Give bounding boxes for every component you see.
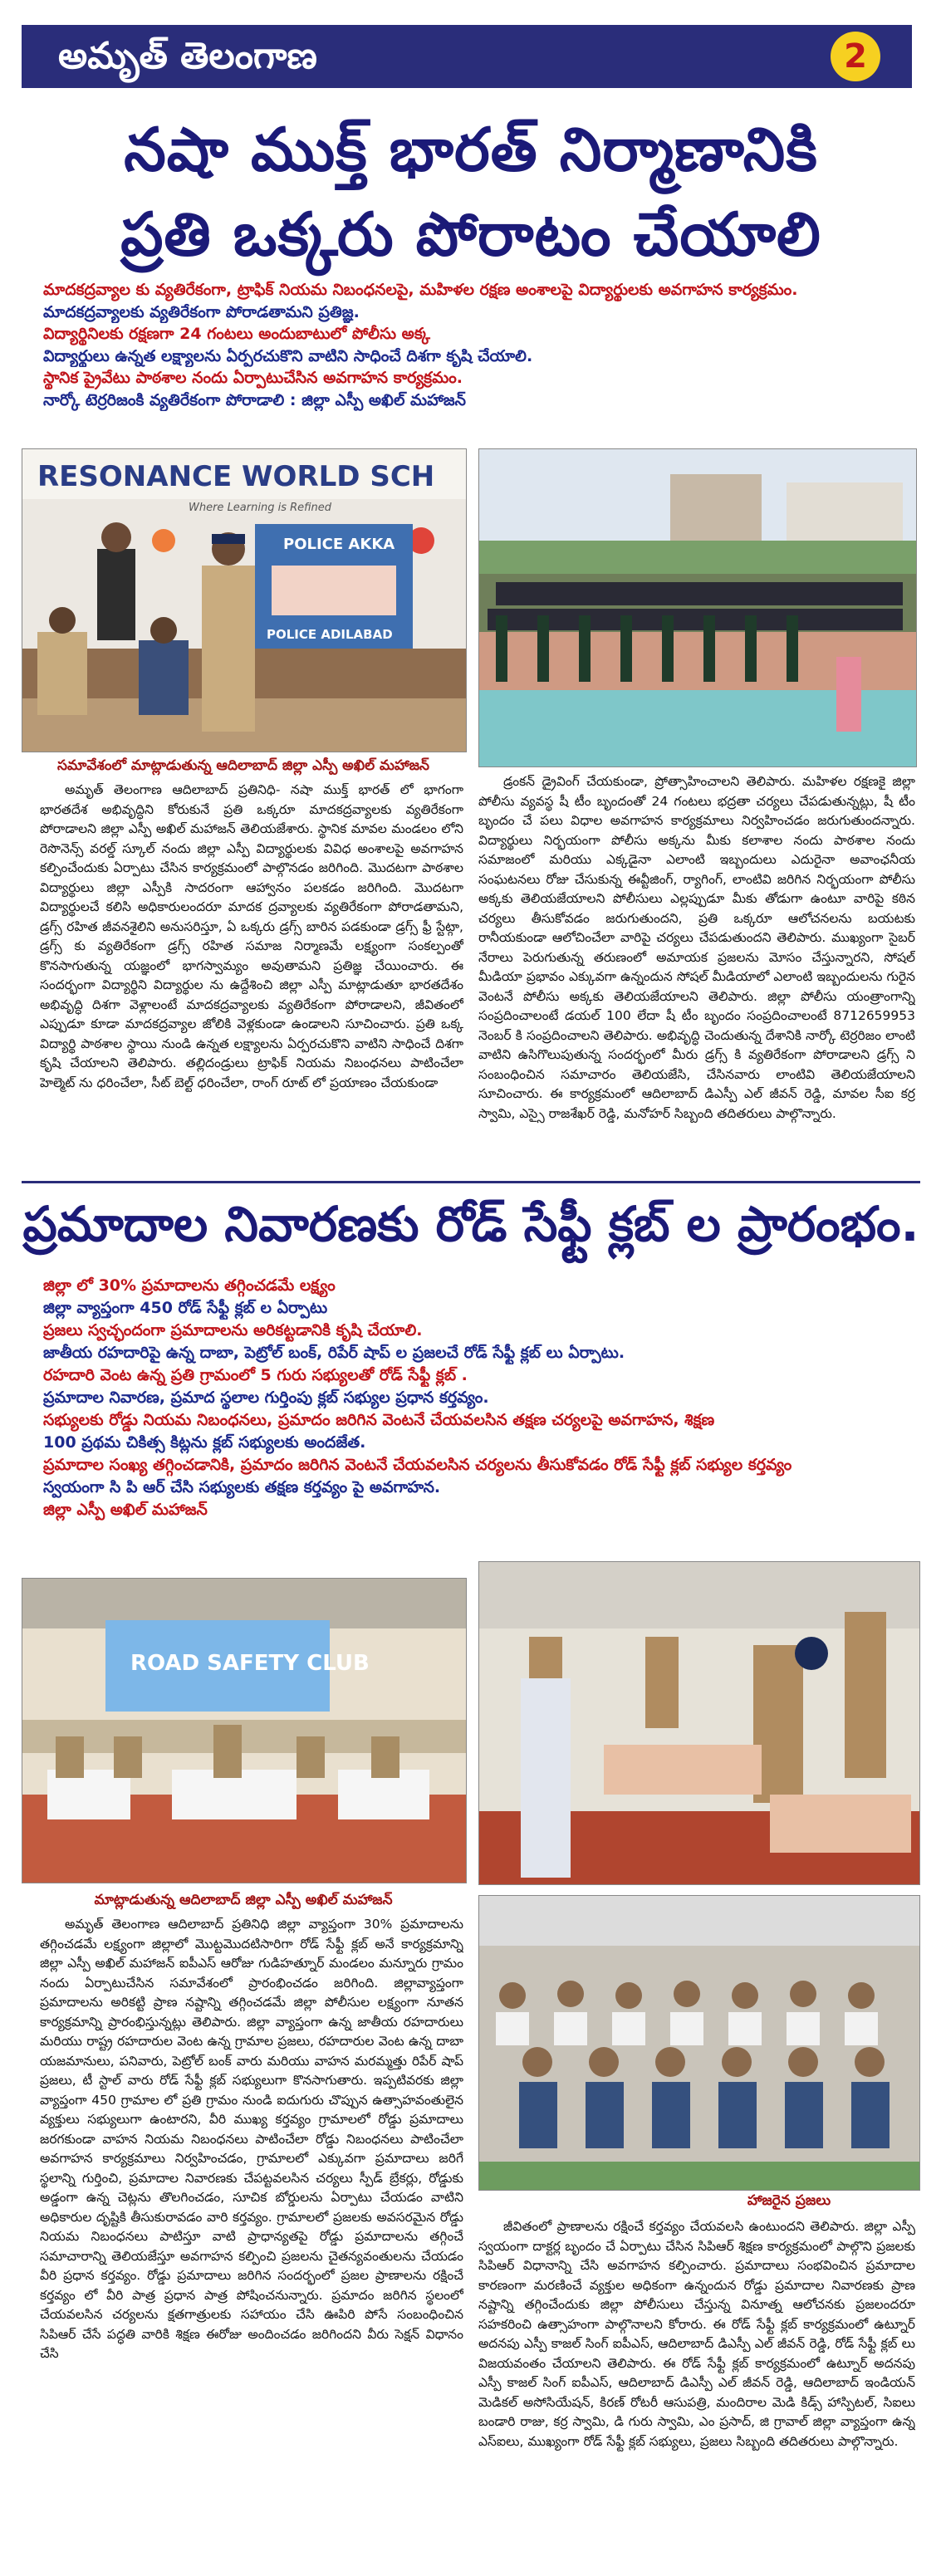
story2-audience-caption: హాజరైన ప్రజలు — [747, 2192, 831, 2209]
photo-cpr-illustration — [479, 1562, 919, 1884]
story2-highlight: ప్రజలు స్వచ్ఛందంగా ప్రమాదాలను అరికట్టడానికి కృషి చేయాలి. — [43, 1321, 423, 1339]
story1-highlight: మాదకద్రవ్యాలకు వ్యతిరేకంగా పోరాడతామని ప్రతిజ్ఞ. — [43, 302, 360, 321]
story2-highlight: సభ్యులకు రోడ్డు నియమ నిబంధనలు, ప్రమాదం జరిగిన వెంటనే చేయవలసిన తక్షణ చర్యలపై అవగాహన, శిక్షణ — [43, 1411, 715, 1429]
story2-photo-caption: మాట్లాడుతున్న ఆదిలాబాద్ జిల్లా ఎస్పీ అఖిల్ మహాజన్ — [94, 1892, 393, 1908]
photo-sp-speaking-illustration — [22, 449, 466, 752]
story1-headline-line1: నషా ముక్త్ భారత్ నిర్మాణానికి — [124, 115, 818, 184]
story-separator — [22, 1181, 920, 1183]
story2-highlight: రహదారి వెంట ఉన్న ప్రతి గ్రామంలో 5 గురు సభ్యులతో రోడ్ సేఫ్టీ క్లబ్ . — [43, 1366, 468, 1384]
masthead — [22, 25, 912, 88]
story1-highlight: విద్యార్థులు ఉన్నత లక్ష్యాలను ఏర్పరచుకొని వాటిని సాధించే దిశగా కృషి చేయాలి. — [43, 346, 533, 365]
story2-highlight: 100 ప్రథమ చికిత్స కిట్లను క్లబ్ సభ్యులకు అందజేత. — [43, 1433, 366, 1452]
photo-road-safety-club-stage — [22, 1578, 467, 1883]
story1-body-paragraph: డ్రంకన్ డ్రైవింగ్ చేయకుండా, ప్రోత్సాహించాలని తెలిపారు. మహిళల రక్షణకై జిల్లా పోలీసు వ్యవస్థ షీ టీం బృందంతో 24 గంటలు భద్రతా చర్యలు చేపడుతున్నట్లు, షీ టీం బృందం చే పలు విధాల అవగాహన కార్యక్రమాలు నిర్వహించడం జరుగుతుందన్నారు. విద్యార్థులు నిర్భయంగా పోలీసు అక్కను మీకు కలాశాల నందు పాఠశాల నందు సమాజంలో మరియు ఎక్కడైనా ఎలాంటి ఇబ్బందులు ఎదురైనా అవాంఛనీయ సంఘటనలు రోజు చేసుకున్న ఈవ్టీజింగ్, ర్యాగింగ్, లాంటివి జరిగిన నిర్భయంగా పోలీసు అక్కకు తెలియజేయాలని పోలీసులు ఎల్లప్పుడూ మీకు తోడుగా ఉంటూ వారిపై కఠిన చర్యలు తీసుకోవడం జరుగుతుందని, ప్రతి ఒక్కరూ ఆలోచనలను బయటకు రానీయకుండా ఆలోచించేలా వారిపై చర్యలు చేపడుతుందని తెలిపారు. ముఖ్యంగా సైబర్ నేరాలు పెరుగుతున్న తరుణంలో అమాయక ప్రజలను మోసం చేస్తున్నారని, సోషల్ మీడియా ప్రభావం ఎక్కువగా ఉన్నందున సోషల్ మీడియాలో ఎలాంటి ఇబ్బందులను గురైన వెంటనే పోలీసు అక్కకు తెలియజేయాలని తెలిపారు. జిల్లా పోలీసు యంత్రాంగాన్ని సంప్రదించాలంటే డయల్ 100 లేదా షీ టీం బృందం సంప్రదించాలంటే 8712659953 నెంబర్ కి సంప్రదించాలని తెలిపారు. అభివృద్ధి చెందుతున్న దేశానికి నార్కో టెర్రరిజం లాంటి వాటిని ఉసిగొలుపుతున్న సందర్భంలో మీరు డ్రగ్స్ కి వ్యతిరేకంగా పోరాడాలని డ్రగ్స్ ని సంబంధించిన సమాచారం తెలియజేసి, చేసినవారు లాంటివి తెలియజేయాలని సూచించారు. ఈ కార్యక్రమంలో ఆదిలాబాద్ డిఎస్పీ ఎల్ జీవన్ రెడ్డి, మావల సీఐ కర్ర స్వామి, ఎస్సై రాజశేఖర్ రెడ్డి, మనోహర్ సిబ్బంది తదితరులు పాల్గొన్నారు. — [478, 774, 915, 1121]
story2-highlight: జిల్లా లో 30% ప్రమాదాలను తగ్గించడమే లక్ష్యం — [43, 1276, 336, 1295]
board-police-akka: POLICE AKKA — [283, 536, 395, 553]
story1-photo-caption: సమావేశంలో మాట్లాడుతున్న ఆదిలాబాద్ జిల్లా ఎస్పీ అఖిల్ మహాజన్ — [57, 757, 429, 774]
story2-highlights — [43, 1275, 907, 1521]
photo-stage-illustration — [22, 1579, 466, 1883]
photo-students-pledge-illustration — [479, 449, 916, 766]
story1-highlight: స్థానిక ప్రైవేటు పాఠశాల నందు ఏర్పాటుచేసిన అవగాహన కార్యక్రమం. — [43, 369, 463, 387]
photo-audience — [478, 1895, 920, 2191]
story1-body-paragraph: అమృత్ తెలంగాణ ఆదిలాబాద్ ప్రతినిధి- నషా ముక్త్ భారత్ లో భాగంగా భారతదేశ అభివృద్ధిని కోరుకునే ప్రతి ఒక్కరూ మాదకద్రవ్యాలకు వ్యతిరేకంగా పోరాడాలని జిల్లా ఎస్పీ అఖిల్ మహాజన్ తెలియజేశారు. స్థానిక మావల మండలం లోని రెసొనెన్స్ వరల్డ్ స్కూల్ నందు జిల్లా ఎస్పీ విద్యార్థులకు వివిధ అంశాలపై అవగాహన కల్పించేందుకు ఏర్పాటు చేసిన కార్యక్రమంలో పాల్గొనడం జరిగింది. మొదటగా పాఠశాల విద్యార్థులు జిల్లా ఎస్పీకి సాదరంగా ఆహ్వానం పలకడం జరిగింది. మొదటగా విద్యార్థులచే కలిసి అధికారులందరూ మాదక ద్రవ్యాలకు వ్యతిరేకంగా పోరాడతామని, డ్రగ్స్ రహిత జీవనశైలిని అనుసరిస్తూ, ఏ ఒక్కరు డ్రగ్స్ బారిన పడకుండా డ్రగ్స్ ఫ్రీ స్టేట్గా, డ్రగ్స్ కు వ్యతిరేకంగా డ్రగ్స్ రహిత సమాజ నిర్మాణమే లక్ష్యంగా సంకల్పంతో కొనసాగుతున్న యజ్ఞంలో భాగస్వామ్యం అవుతామని ప్రతిజ్ఞ చేయించారు. ఈ సందర్భంగా విద్యార్థిని విద్యార్థుల ను ఉద్దేశించి జిల్లా ఎస్పీ మాట్లాడుతూ భారతదేశం అభివృద్ధి దిశగా వెళ్లాలంటే మాదకద్రవ్యాలకు వ్యతిరేకంగా పోరాడాలని, జీవితంలో ఎప్పుడూ కూడా మాదకద్రవ్యాల జోలికి వెళ్లకుండా ఉండాలని సూచించారు. ప్రతి ఒక్క విద్యార్థి పాఠశాల స్థాయి నుండి ఉన్నత లక్ష్యాలను ఏర్పరచుకొని వాటిని సాధించే దిశగా కృషి చేయాలని తెలిపారు. తల్లిదండ్రులు ట్రాఫిక్ నియమ నిబంధనలు పాటించేలా హెల్మెట్ ను ధరించేలా, సీట్ బెల్ట్ ధరించేలా, రాంగ్ రూట్ లో ప్రయాణం చేయకుండా — [40, 782, 463, 1090]
story2-highlight: జాతీయ రహదారిపై ఉన్న దాబా, పెట్రోల్ బంక్, రిపేర్ షాప్ ల ప్రజలచే రోడ్ సేఫ్టీ క్లబ్ లు ఏర్పాటు. — [43, 1344, 625, 1362]
story2-highlight: స్వయంగా సి పి ఆర్ చేసి సభ్యులకు తక్షణ కర్తవ్యం పై అవగాహన. — [43, 1478, 441, 1496]
story2-highlight: జిల్లా వ్యాప్తంగా 450 రోడ్ సేఫ్టీ క్లబ్ ల ఏర్పాటు — [43, 1299, 328, 1317]
photo-cpr-demonstration — [478, 1561, 920, 1885]
story2-highlight: ప్రమాదాల నివారణ, ప్రమాద స్థలాల గుర్తింపు క్లబ్ సభ్యుల ప్రధాన కర్తవ్యం. — [43, 1388, 489, 1407]
story1-body-right-column — [478, 772, 915, 1171]
story2-body-right-column — [478, 2217, 915, 2566]
story1-highlights — [43, 279, 907, 411]
story1-highlight: నార్కో టెర్రరిజంకి వ్యతిరేకంగా పోరాడాలి : జిల్లా ఎస్పీ అఖిల్ మహాజన్ — [43, 390, 466, 409]
photo-audience-illustration — [479, 1896, 919, 2190]
school-banner-text: RESONANCE WORLD SCH — [37, 460, 435, 493]
story1-highlight: విద్యార్థినిలకు రక్షణగా 24 గంటలు అందుబాటులో పోలీసు అక్క — [43, 325, 430, 343]
story2-body-paragraph: అమృత్ తెలంగాణ ఆదిలాబాద్ ప్రతినిధి జిల్లా వ్యాప్తంగా 30% ప్రమాదాలను తగ్గించడమే లక్ష్యంగా జిల్లాలో మొట్టమొదటిసారిగా రోడ్ సేఫ్టీ క్లబ్ అనే కార్యక్రమాన్ని జిల్లా ఎస్పీ అఖిల్ మహాజన్ ఐపీఎస్ ఆరోజు గుడిహత్నూర్ మండలం మన్నూరు గ్రామం నందు ఏర్పాటుచేసిన సమావేశంలో ప్రారంభించడం జరిగింది. జిల్లావ్యాప్తంగా ప్రమాదాలను అరికట్టి ప్రాణ నష్టాన్ని తగ్గించడమే జిల్లా పోలీసుల లక్ష్యంగా నూతన కార్యక్రమాన్ని ప్రారంభిస్తున్నట్లు తెలిపారు. జిల్లా వ్యాప్తంగా ఉన్న జాతీయ రహదారులు మరియు రాష్ట్ర రహదారుల వెంట ఉన్న గ్రామాల ప్రజలు, రహదారుల వెంట ఉన్న దాబా యజమానులు, పనివారు, పెట్రోల్ బంక్ వారు మరియు వాహన మరమ్మత్తు రిపేర్ షాప్ ప్రజలు, టీ స్టాల్ వారు రోడ్ సేఫ్టీ క్లబ్ సభ్యులుగా కొనసాగుతారు. ఇప్పటివరకు జిల్లా వ్యాప్తంగా 450 గ్రామాల లో ప్రతి గ్రామం నుండి ఐదుగురు చొప్పున ఉత్సాహవంతులైన వ్యక్తులు సభ్యులుగా ఉంటారని, వీరి ముఖ్య కర్తవ్యం గ్రామాలలో రోడ్డు ప్రమాదాలు జరగకుండా వాహన నియమ నిబంధనలు పాటించేలా రోడ్డు నిబంధనలు పాటించేలా అవగాహన కార్యక్రమాలు నిర్వహించడం, గ్రామాలలో ఎక్కువగా ప్రమాదాలు జరిగే స్థలాన్ని గుర్తించి, ప్రమాదాల నివారణకు చేపట్టవలసిన చర్యలు స్పీడ్ బ్రేకర్లు, రోడ్డుకు అడ్డంగా ఉన్న చెట్లను తొలగించడం, సూచిక బోర్డులను ఏర్పాటు చేయడం వాటిని అధికారుల దృష్టికి తీసుకురావడం వారి కర్తవ్యం. గ్రామాలలో ప్రజలకు అవసరమైన రోడ్డు నియమ నిబంధనలు పాటిస్తూ వాటి ప్రాధాన్యతపై రోడ్డు ప్రమాదాలను తగ్గించే సమాచారాన్ని తెలియజేస్తూ అవగాహన కల్పించి ప్రజలను చైతన్యవంతులను చేయడం వీరి ప్రధాన కర్తవ్యం. రోడ్డు ప్రమాదాలు జరిగిన సందర్భంలో ప్రజల ప్రాణాలను రక్షించే కర్తవ్యం లో వీరి పాత్ర ప్రధాన పాత్ర పోషించనున్నారు. ప్రమాదం జరిగిన స్థలంలో చేయవలసిన చర్యలను క్షతగాత్రులకు సహాయం చేసి ఊపిరి పోసే సంబంధించిన సిపిఆర్ చేసే పద్ధతి వారికి శిక్షణ ఈరోజు అందించడం జరిగిందని వీరు సెక్షన్ విధానం చేసి — [40, 1917, 463, 2361]
road-safety-club-banner-text: ROAD SAFETY CLUB — [130, 1651, 370, 1676]
page-number-badge: 2 — [831, 32, 880, 81]
board-police-adilabad: POLICE ADILABAD — [267, 627, 393, 642]
story2-headline: ప్రమాదాల నివారణకు రోడ్ సేఫ్టీ క్లబ్ ల ప్రారంభం. — [22, 1196, 919, 1252]
story2-highlight: ప్రమాదాల సంఖ్య తగ్గించడానికి, ప్రమాదం జరిగిన వెంటనే చేయవలసిన చర్యలను తీసుకోవడం రోడ్ సేఫ్టీ క్లబ్ సభ్యుల కర్తవ్యం — [43, 1456, 792, 1474]
story2-body-left-column — [40, 1915, 463, 2566]
story2-highlight: జిల్లా ఎస్పీ అఖిల్ మహాజన్ — [43, 1501, 208, 1519]
newspaper-name: అమృత్ తెలంగాణ — [58, 35, 317, 77]
photo-students-pledge — [478, 448, 917, 767]
story2-body-paragraph: జీవితంలో ప్రాణాలను రక్షించే కర్తవ్యం చేయవలసి ఉంటుందని తెలిపారు. జిల్లా ఎస్పీ స్వయంగా దాక్టర్ల బృందం చే ఏర్పాటు చేసిన సిపిఆర్ శిక్షణ కార్యక్రమంలో పాల్గొని ప్రజలకు సిపిఆర్ విధానాన్ని చేసి అవగాహన కల్పించారు. ప్రమాదాలు సంభవించిన ప్రమాదాల కారణంగా మరణించే వ్యక్తుల అధికంగా ఉన్నందున రోడ్డు ప్రమాదాల నివారణకు ప్రాణ నష్టాన్ని తగ్గించేందుకు జిల్లా పోలీసులు చేస్తున్న వినూత్న ఆలోచనకు ప్రజలందరూ సహకరించి ఉత్సాహంగా పాల్గొనాలని కోరారు. ఈ రోడ్ సేఫ్టీ క్లబ్ కార్యక్రమంలో ఉట్నూర్ అదనపు ఎస్పీ కాజల్ సింగ్ ఐపీఎస్, ఆదిలాబాద్ డిఎస్పీ ఎల్ జీవన్ రెడ్డి, రోడ్ సేఫ్టీ క్లబ్ లు విజయవంతం చేయాలని తెలిపారు. ఈ రోడ్ సేఫ్టీ క్లబ్ కార్యక్రమంలో ఉట్నూర్ అదనపు ఎస్పీ కాజల్ సింగ్ ఐపీఎస్, ఆదిలాబాద్ డిఎస్పీ ఎల్ జీవన్ రెడ్డి, ఆదిలాబాద్ ఇండియన్ మెడికల్ అసోసియేషన్, కిరణ్ రోటరీ ఆసుపత్రి, మందిరాల మెడి కిడ్స్ హాస్పిటల్, సిఐలు బండారి రాజు, కర్ర స్వామి, డి గురు స్వామి, ఎం ప్రసాద్, జి గ్రావాల్ జిల్లా వ్యాప్తంగా ఉన్న ఎస్ఐలు, ముఖ్యంగా రోడ్ సేఫ్టీ క్లబ్ సభ్యులు, ప్రజలు సిబ్బంది తదితరులు పాల్గొన్నారు. — [478, 2219, 915, 2449]
story1-body-left-column — [40, 781, 463, 1171]
school-banner-tagline: Where Learning is Refined — [189, 502, 332, 514]
story1-highlight: మాదకద్రవ్యాల కు వ్యతిరేకంగా, ట్రాఫిక్ నియమ నిబంధనలపై, మహిళల రక్షణ అంశాలపై విద్యార్థులకు అవగాహన కార్యక్రమం. — [43, 281, 798, 299]
story1-headline-line2: ప్రతి ఒక్కరు పోరాటం చేయాలి — [120, 199, 821, 269]
photo-sp-speaking-at-school — [22, 448, 467, 752]
